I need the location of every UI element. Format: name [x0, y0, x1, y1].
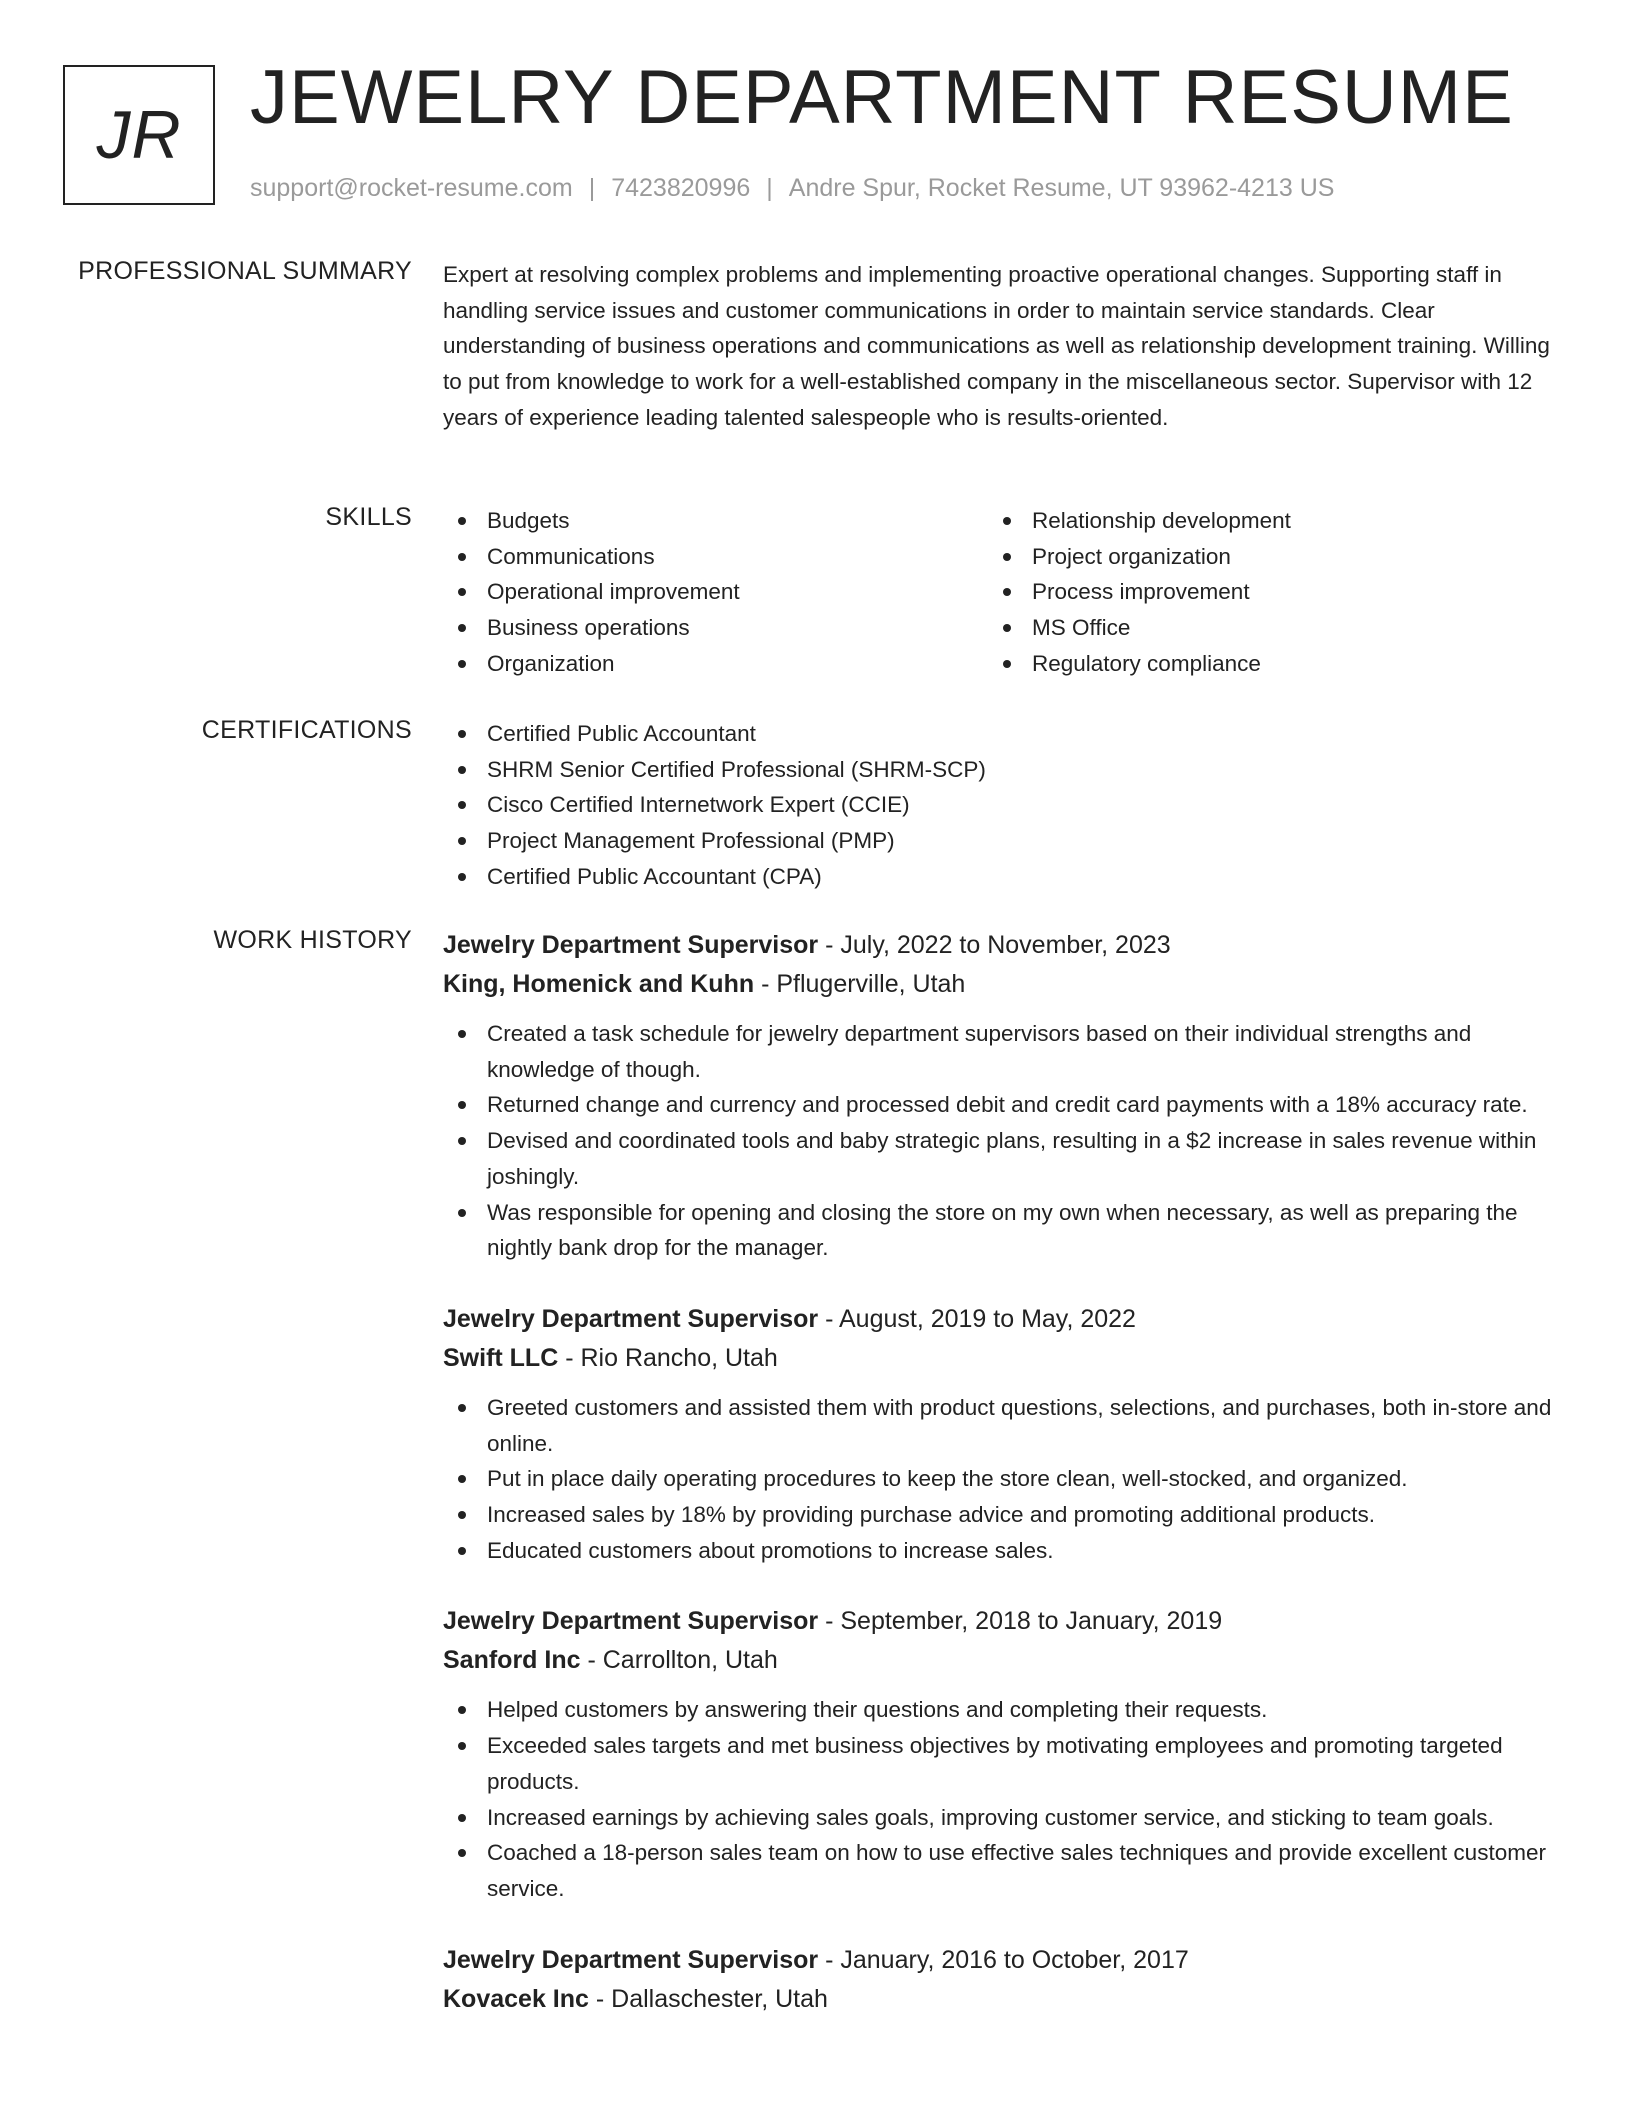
job-dates: - January, 2016 to October, 2017 [818, 1945, 1189, 1974]
section-heading-certifications: CERTIFICATIONS [201, 716, 412, 744]
skill-item: Regulatory compliance [988, 646, 1533, 682]
summary-body [443, 257, 1555, 436]
certification-item: Project Management Professional (PMP) [443, 823, 1555, 859]
section-heading-skills: SKILLS [325, 503, 412, 531]
job-company-line [443, 1980, 1555, 2019]
job-title: Jewelry Department Supervisor [443, 1304, 819, 1333]
contact-line [250, 174, 1334, 203]
contact-phone[interactable]: 7423820996 [611, 174, 751, 202]
job-location: - Pflugerville, Utah [754, 970, 966, 998]
skill-item: MS Office [988, 610, 1533, 646]
certification-item: Certified Public Accountant (CPA) [443, 859, 1555, 895]
skill-item: Project organization [988, 539, 1533, 575]
job-bullets [443, 1016, 1555, 1266]
job-bullets [443, 1390, 1555, 1569]
job-bullet: Returned change and currency and processed debit and credit card payments with a 18% accuracy rate. [443, 1087, 1555, 1123]
monogram-initials: JR [96, 97, 182, 173]
certifications-body [443, 716, 1555, 895]
summary-text: Expert at resolving complex problems and implementing proactive operational changes. Supporting staff in handling service issues and customer communications in order to maintain service standards. Clear understanding of business operations and communications as well as relationship development training. Willing to put from knowledge to work for a well-established company in the miscellaneous sector. Supervisor with 12 years of experience leading talented salespeople who is results-oriented. [443, 262, 1550, 430]
resume-title: JEWELRY DEPARTMENT RESUME [250, 55, 1514, 140]
section-heading-work-history: WORK HISTORY [213, 926, 412, 954]
job-bullet: Exceeded sales targets and met business objectives by motivating employees and promoting targeted products. [443, 1728, 1555, 1799]
job-entry [443, 1941, 1555, 2019]
skills-body [443, 503, 1555, 682]
job-dates: - July, 2022 to November, 2023 [818, 931, 1171, 959]
certification-item: Certified Public Accountant [443, 716, 1555, 752]
job-bullet: Was responsible for opening and closing the store on my own when necessary, as well as preparing the nightly bank drop for the manager. [443, 1195, 1555, 1266]
skill-item: Communications [443, 539, 988, 575]
job-bullets [443, 1692, 1555, 1906]
job-title-line [443, 926, 1555, 965]
skill-item: Budgets [443, 503, 988, 539]
job-title-line [443, 1941, 1555, 1980]
job-entry [443, 1300, 1555, 1569]
skill-item: Relationship development [988, 503, 1533, 539]
job-bullet: Coached a 18-person sales team on how to use effective sales techniques and provide excellent customer service. [443, 1835, 1555, 1906]
skills-list-right [988, 503, 1533, 682]
contact-separator: | [588, 174, 596, 202]
job-company: Sanford Inc [443, 1646, 581, 1675]
contact-email[interactable]: support@rocket-resume.com [250, 174, 573, 202]
job-bullet: Put in place daily operating procedures to keep the store clean, well-stocked, and organized. [443, 1461, 1555, 1497]
job-bullet: Increased sales by 18% by providing purchase advice and promoting additional products. [443, 1497, 1555, 1533]
job-company-line [443, 1339, 1555, 1378]
certifications-list [443, 716, 1555, 895]
job-bullet: Greeted customers and assisted them with product questions, selections, and purchases, both in-store and online. [443, 1390, 1555, 1461]
job-title-line [443, 1602, 1555, 1641]
monogram-badge [63, 65, 215, 205]
job-location: - Dallaschester, Utah [588, 1984, 828, 2013]
job-title: Jewelry Department Supervisor [443, 1607, 819, 1636]
job-bullet: Devised and coordinated tools and baby strategic plans, resulting in a $2 increase in sales revenue within joshingly. [443, 1123, 1555, 1194]
job-bullet: Educated customers about promotions to increase sales. [443, 1533, 1555, 1569]
job-entry [443, 926, 1555, 1266]
contact-address: Andre Spur, Rocket Resume, UT 93962-4213 US [788, 174, 1335, 202]
job-dates: - September, 2018 to January, 2019 [818, 1607, 1223, 1636]
job-company-line [443, 1641, 1555, 1680]
job-company-line [443, 965, 1555, 1004]
contact-separator: | [766, 174, 773, 202]
skills-list-left [443, 503, 988, 682]
job-entry [443, 1602, 1555, 1906]
certification-item: Cisco Certified Internetwork Expert (CCIE) [443, 787, 1555, 823]
certification-item: SHRM Senior Certified Professional (SHRM-SCP) [443, 752, 1555, 788]
skill-item: Process improvement [988, 574, 1533, 610]
job-bullet: Helped customers by answering their questions and completing their requests. [443, 1692, 1555, 1728]
job-bullet: Increased earnings by achieving sales goals, improving customer service, and sticking to team goals. [443, 1800, 1555, 1836]
work-history-body [443, 926, 1555, 2053]
job-title: Jewelry Department Supervisor [443, 931, 819, 959]
job-company: Swift LLC [443, 1343, 559, 1372]
skill-item: Business operations [443, 610, 988, 646]
job-company: King, Homenick and Kuhn [443, 970, 755, 998]
job-title: Jewelry Department Supervisor [443, 1945, 819, 1974]
job-bullet: Created a task schedule for jewelry department supervisors based on their individual strengths and knowledge of though. [443, 1016, 1555, 1087]
job-location: - Rio Rancho, Utah [558, 1343, 778, 1372]
job-title-line [443, 1300, 1555, 1339]
section-heading-summary: PROFESSIONAL SUMMARY [78, 257, 412, 285]
skill-item: Operational improvement [443, 574, 988, 610]
job-company: Kovacek Inc [443, 1984, 589, 2013]
job-dates: - August, 2019 to May, 2022 [818, 1304, 1136, 1333]
skill-item: Organization [443, 646, 988, 682]
job-location: - Carrollton, Utah [580, 1646, 778, 1675]
